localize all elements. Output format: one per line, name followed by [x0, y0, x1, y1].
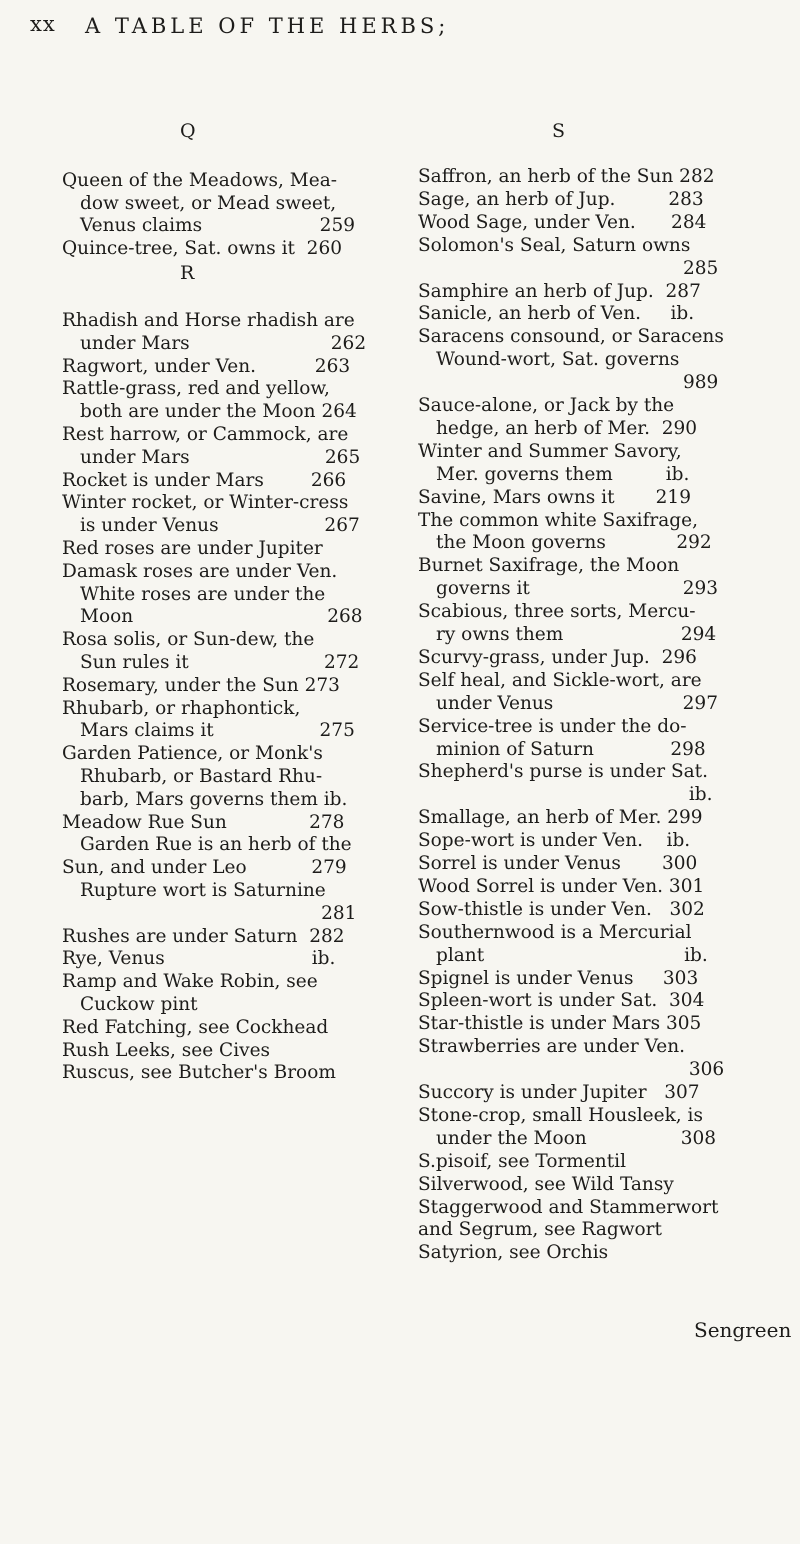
- index-entry-line: Shepherd's purse is under Sat.: [418, 761, 708, 783]
- index-entry-line: 285: [436, 257, 719, 279]
- index-entry-line: under Mars 262: [80, 332, 367, 354]
- index-entry-line: Wood Sage, under Ven. 284: [418, 211, 707, 233]
- index-entry-line: ib.: [436, 784, 713, 806]
- index-entry-line: 989: [436, 372, 719, 394]
- index-entry-line: Wood Sorrel is under Ven. 301: [418, 875, 705, 897]
- index-entry-line: Star-thistle is under Mars 305: [418, 1013, 702, 1035]
- index-entry-line: Staggerwood and Stammerwort: [418, 1196, 719, 1218]
- index-entry-line: Rush Leeks, see Cives: [62, 1039, 271, 1061]
- index-entry-line: Queen of the Meadows, Mea-: [62, 170, 337, 191]
- index-entry-line: ry owns them 294: [436, 624, 717, 645]
- index-entry-line: Ramp and Wake Robin, see: [62, 971, 318, 993]
- index-entry-line: both are under the Moon 264: [80, 401, 357, 423]
- index-entry-line: Service-tree is under the do-: [418, 715, 687, 737]
- index-entry-line: S.pisoif, see Tormentil: [418, 1150, 626, 1172]
- index-entry-line: is under Venus 267: [80, 515, 360, 537]
- index-entry-line: Red Fatching, see Cockhead: [62, 1016, 329, 1038]
- index-entry-line: Sauce-alone, or Jack by the: [418, 395, 675, 416]
- index-entry-line: Rushes are under Saturn 282: [62, 925, 345, 947]
- index-entry-line: the Moon governs 292: [436, 532, 712, 554]
- folio: xx: [30, 12, 56, 36]
- index-entry-line: Rhubarb, or Bastard Rhu-: [80, 766, 323, 787]
- index-entry-line: dow sweet, or Mead sweet,: [80, 192, 337, 214]
- index-entry-line: The common white Saxifrage,: [418, 509, 698, 531]
- index-entry-line: Spleen-wort is under Sat. 304: [418, 990, 705, 1012]
- index-entry-line: Satyrion, see Orchis: [418, 1242, 609, 1264]
- index-entry-line: barb, Mars governs them ib.: [80, 788, 348, 810]
- index-entry-line: Scurvy-grass, under Jup. 296: [418, 646, 697, 668]
- index-entry-line: Sope-wort is under Ven. ib.: [418, 830, 691, 852]
- index-entry-line: Spignel is under Venus 303: [418, 967, 699, 989]
- index-entry-line: Cuckow pint: [80, 994, 198, 1015]
- index-entry-line: Sow-thistle is under Ven. 302: [418, 898, 705, 920]
- running-head: A TABLE OF THE HERBS;: [85, 14, 450, 38]
- index-entry-line: Succory is under Jupiter 307: [418, 1082, 700, 1103]
- index-entry-line: Mars claims it 275: [80, 720, 355, 742]
- index-entry-line: and Segrum, see Ragwort: [418, 1219, 662, 1241]
- index-entry-line: Rhadish and Horse rhadish are: [62, 310, 355, 331]
- index-entry-line: Rosa solis, or Sun-dew, the: [62, 629, 315, 651]
- index-entry-line: under Venus 297: [436, 692, 718, 714]
- index-entry-line: Winter rocket, or Winter-cress: [62, 492, 349, 514]
- index-entry-line: Samphire an herb of Jup. 287: [418, 280, 701, 302]
- index-entry-line: Savine, Mars owns it 219: [418, 486, 691, 508]
- index-entry-line: minion of Saturn 298: [436, 738, 706, 760]
- index-entry-line: Ruscus, see Butcher's Broom: [62, 1062, 336, 1084]
- index-entry-line: Self heal, and Sickle-wort, are: [418, 669, 702, 691]
- catchword: Sengreen: [694, 1318, 792, 1342]
- index-entry-line: Rye, Venus ib.: [62, 948, 336, 970]
- section-letter-q: Q: [180, 120, 196, 142]
- index-entry-line: Wound-wort, Sat. governs: [436, 349, 680, 371]
- index-entry-line: Rosemary, under the Sun 273: [62, 674, 340, 696]
- index-entry-line: Strawberries are under Ven.: [418, 1036, 685, 1058]
- index-entry-line: White roses are under the: [80, 583, 326, 605]
- index-entry-line: Saffron, an herb of the Sun 282: [418, 166, 715, 187]
- section-letter-s: S: [552, 120, 566, 142]
- index-entry-line: Saracens consound, or Saracens: [418, 326, 724, 348]
- index-entry-line: Moon 268: [80, 606, 363, 628]
- index-entry-line: Silverwood, see Wild Tansy: [418, 1173, 674, 1195]
- index-entry-line: Burnet Saxifrage, the Moon: [418, 555, 680, 577]
- index-entry-line: Winter and Summer Savory,: [418, 440, 682, 462]
- index-entry-line: Garden Patience, or Monk's: [62, 743, 323, 765]
- index-entry-line: Red roses are under Jupiter: [62, 538, 323, 559]
- index-entry-line: 306: [436, 1059, 725, 1081]
- section-letter-r: R: [180, 262, 195, 284]
- index-entry-line: Stone-crop, small Housleek, is: [418, 1104, 703, 1126]
- index-entry-line: Scabious, three sorts, Mercu-: [418, 601, 696, 623]
- index-entry-line: Solomon's Seal, Saturn owns: [418, 234, 691, 256]
- index-entry-line: Rattle-grass, red and yellow,: [62, 378, 330, 400]
- index-entry-line: Mer. governs them ib.: [436, 463, 690, 485]
- index-entry-line: Meadow Rue Sun 278: [62, 811, 345, 833]
- index-entry-line: Damask roses are under Ven.: [62, 560, 338, 582]
- index-entry-line: Rhubarb, or rhaphontick,: [62, 697, 301, 719]
- index-entry-line: Rupture wort is Saturnine: [80, 880, 326, 901]
- index-entry-line: 281: [80, 902, 357, 924]
- index-entry-line: under Mars 265: [80, 446, 361, 468]
- index-entry-line: Sanicle, an herb of Ven. ib.: [418, 303, 695, 325]
- index-entry-line: Ragwort, under Ven. 263: [62, 355, 351, 377]
- index-entry-line: Garden Rue is an herb of the: [80, 834, 352, 856]
- index-entry-line: Sun, and under Leo 279: [62, 857, 347, 879]
- index-entry-line: governs it 293: [436, 578, 719, 600]
- index-entry-line: under the Moon 308: [436, 1127, 717, 1149]
- index-entry-line: plant ib.: [436, 944, 708, 966]
- index-entry-line: Quince-tree, Sat. owns it 260: [62, 237, 342, 259]
- index-entry-line: Venus claims 259: [80, 215, 355, 236]
- index-entry-line: Rest harrow, or Cammock, are: [62, 424, 349, 445]
- index-entry-line: Southernwood is a Mercurial: [418, 921, 692, 943]
- index-entry-line: Rocket is under Mars 266: [62, 469, 347, 491]
- index-entry-line: Sage, an herb of Jup. 283: [418, 188, 704, 210]
- index-entry-line: hedge, an herb of Mer. 290: [436, 417, 698, 439]
- index-entry-line: Sun rules it 272: [80, 652, 360, 673]
- index-entry-line: Smallage, an herb of Mer. 299: [418, 807, 703, 829]
- index-entry-line: Sorrel is under Venus 300: [418, 853, 698, 874]
